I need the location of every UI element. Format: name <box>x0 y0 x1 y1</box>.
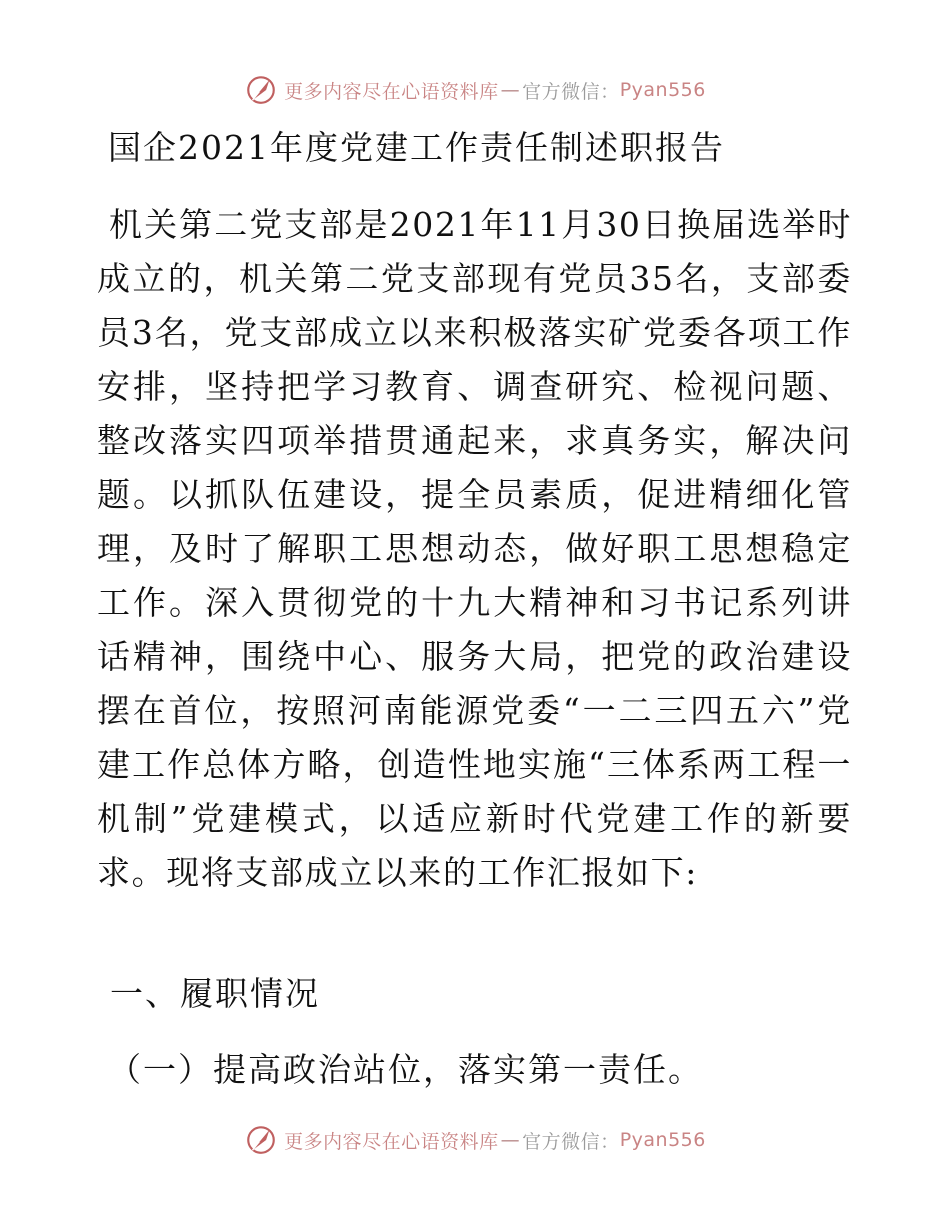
watermark-header <box>0 70 950 110</box>
watermark-brand: 更多内容尽在心语资料库 <box>284 1130 499 1153</box>
quill-pen-logo-icon <box>244 1123 278 1157</box>
watermark-footer <box>0 1120 950 1160</box>
watermark-brand: 更多内容尽在心语资料库 <box>284 80 499 103</box>
subsection-heading: （一）提高政治站位，落实第一责任。 <box>108 1050 703 1089</box>
section-heading: 一、履职情况 <box>110 974 320 1013</box>
watermark-separator: — <box>500 79 521 101</box>
watermark-official-label: 官方微信： <box>522 80 620 103</box>
watermark-wechat-id: Pyan556 <box>619 79 706 101</box>
watermark-separator: — <box>500 1129 521 1151</box>
watermark-wechat-id: Pyan556 <box>619 1129 706 1151</box>
document-title: 国企2021年度党建工作责任制述职报告 <box>108 128 725 167</box>
watermark-official-label: 官方微信： <box>522 1130 620 1153</box>
intro-paragraph: 机关第二党支部是2021年11月30日换届选举时成立的，机关第二党支部现有党员35名，支部委员3名，党支部成立以来积极落实矿党委各项工作安排，坚持把学习教育、调查研究、检视问题、整改落实四项举措贯通起来，求真务实，解决问题。以抓队伍建设，提全员素质，促进精细化管理，及时了解职工思想动态，做好职工思想稳定工作。深入贯彻党的十九大精神和习书记系列讲话精神，围绕中心、服务大局，把党的政治建设摆在首位，按照河南能源党委“一二三四五六”党建工作总体方略，创造性地实施“三体系两工程一机制”党建模式，以适应新时代党建工作的新要求。现将支部成立以来的工作汇报如下: <box>97 205 852 892</box>
quill-pen-logo-icon <box>244 73 278 107</box>
